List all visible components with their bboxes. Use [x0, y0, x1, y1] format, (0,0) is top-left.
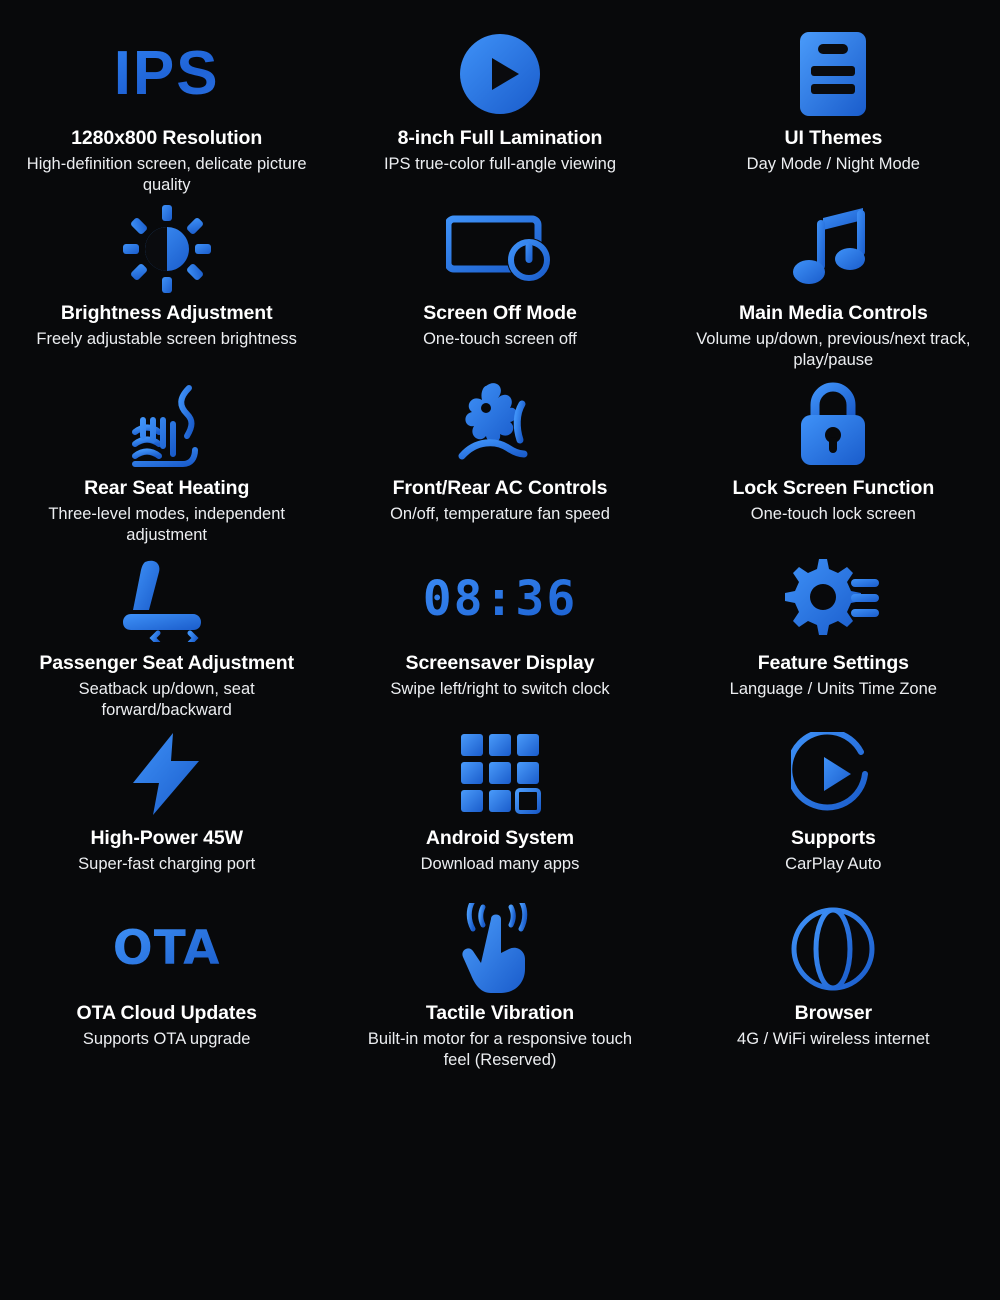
feature-card-supports — [667, 726, 1000, 901]
ips-logo-text: IPS — [113, 39, 220, 108]
feature-desc: Swipe left/right to switch clock — [390, 680, 610, 698]
ui-themes-list-icon — [794, 26, 872, 122]
feature-title: Front/Rear AC Controls — [392, 477, 608, 499]
feature-card-lamination — [333, 26, 666, 201]
feature-title: Main Media Controls — [738, 302, 928, 324]
feature-title: Passenger Seat Adjustment — [39, 652, 295, 674]
feature-card-brightness — [0, 201, 333, 376]
brightness-sun-icon — [121, 201, 213, 297]
ota-logo-icon — [113, 901, 221, 997]
feature-title: Supports — [790, 827, 876, 849]
digital-clock-icon — [423, 551, 578, 647]
feature-desc: Seatback up/down, seat forward/backward — [78, 680, 255, 719]
feature-desc: One-touch screen off — [423, 330, 577, 348]
feature-desc: 4G / WiFi wireless internet — [737, 1030, 930, 1048]
feature-desc: One-touch lock screen — [750, 505, 916, 523]
feature-desc: Three-level modes, independent adjustment — [48, 505, 285, 544]
feature-desc: IPS true-color full-angle viewing — [383, 155, 616, 173]
passenger-seat-adjust-icon — [117, 551, 217, 647]
music-note-icon — [793, 201, 873, 297]
feature-card-tactile-vibration — [333, 901, 666, 1076]
feature-card-lock-screen — [667, 376, 1000, 551]
feature-title: Lock Screen Function — [732, 477, 935, 499]
feature-card-screen-off — [333, 201, 666, 376]
rear-seat-heating-icon — [121, 376, 213, 472]
globe-icon — [790, 901, 876, 997]
screen-power-off-icon — [446, 201, 554, 297]
padlock-icon — [795, 376, 871, 472]
ota-logo-text: OTA — [112, 921, 221, 976]
feature-title: Browser — [794, 1002, 872, 1024]
feature-title: Android System — [425, 827, 575, 849]
feature-desc: Day Mode / Night Mode — [746, 155, 920, 173]
feature-card-rear-seat-heating — [0, 376, 333, 551]
feature-desc: Volume up/down, previous/next track, play/pause — [696, 330, 971, 369]
feature-desc: Super-fast charging port — [78, 855, 256, 873]
feature-card-browser — [667, 901, 1000, 1076]
app-grid-icon — [457, 726, 543, 822]
feature-card-media-controls — [667, 201, 1000, 376]
feature-title: High-Power 45W — [90, 827, 243, 849]
feature-card-passenger-seat — [0, 551, 333, 726]
feature-card-ota — [0, 901, 333, 1076]
settings-gear-sliders-icon — [785, 551, 881, 647]
feature-title: Screensaver Display — [405, 652, 595, 674]
feature-title: Feature Settings — [757, 652, 909, 674]
ips-logo-icon — [114, 26, 220, 122]
feature-card-fast-charge — [0, 726, 333, 901]
feature-desc: Freely adjustable screen brightness — [36, 330, 297, 348]
feature-card-ac-controls — [333, 376, 666, 551]
feature-desc: Built-in motor for a responsive touch feel (Reserved) — [367, 1030, 633, 1069]
feature-desc: Language / Units Time Zone — [729, 680, 937, 698]
play-circle-outline-icon — [791, 726, 875, 822]
feature-title: UI Themes — [784, 127, 883, 149]
lightning-bolt-icon — [129, 726, 205, 822]
feature-desc: CarPlay Auto — [785, 855, 882, 873]
feature-desc: Supports OTA upgrade — [82, 1030, 251, 1048]
clock-text: 08:36 — [422, 571, 578, 627]
feature-desc: On/off, temperature fan speed — [390, 505, 610, 523]
feature-card-resolution — [0, 26, 333, 201]
feature-card-android-system — [333, 726, 666, 901]
ac-fan-seat-icon — [452, 376, 548, 472]
play-circle-icon — [457, 26, 543, 122]
feature-title: Rear Seat Heating — [84, 477, 250, 499]
feature-title: Tactile Vibration — [425, 1002, 575, 1024]
feature-title: OTA Cloud Updates — [76, 1002, 257, 1024]
feature-title: 1280x800 Resolution — [71, 127, 263, 149]
tap-vibration-hand-icon — [457, 901, 543, 997]
feature-desc: High-definition screen, delicate picture quality — [26, 155, 307, 194]
feature-card-ui-themes — [667, 26, 1000, 201]
feature-desc: Download many apps — [420, 855, 580, 873]
feature-title: 8-inch Full Lamination — [397, 127, 603, 149]
feature-title: Brightness Adjustment — [60, 302, 273, 324]
feature-card-settings — [667, 551, 1000, 726]
feature-title: Screen Off Mode — [423, 302, 577, 324]
feature-card-screensaver — [333, 551, 666, 726]
